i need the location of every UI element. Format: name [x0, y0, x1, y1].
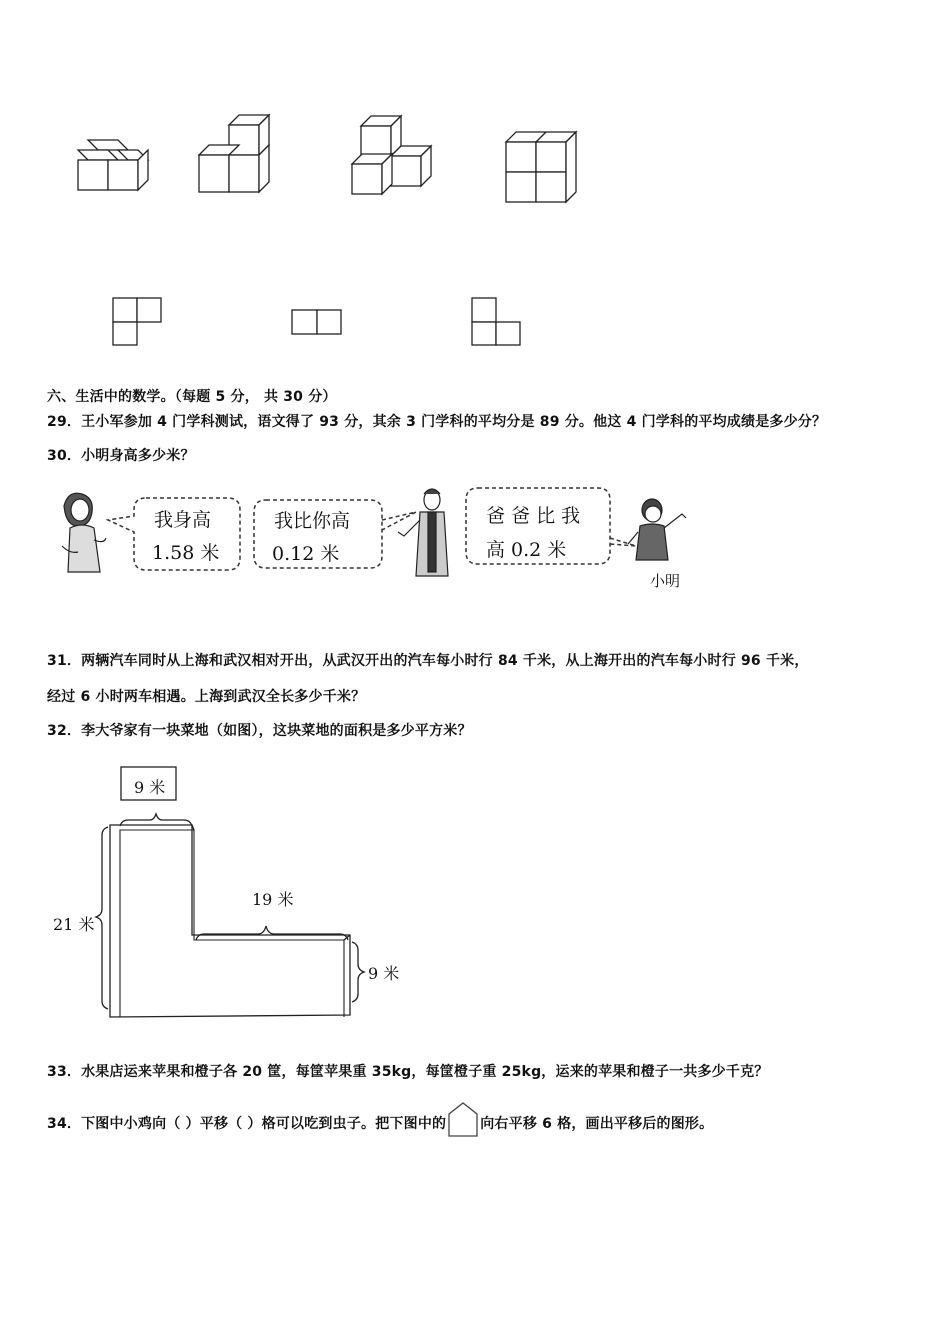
bubble-3-line-1: 爸 爸 比 我: [486, 505, 581, 527]
middle-brace: [196, 926, 348, 940]
label-right-9m: 9 米: [368, 964, 400, 983]
label-left-21m: 21 米: [53, 915, 95, 934]
l-shaped-plot: [110, 825, 350, 1017]
question-34-part-2: 向右平移 6 格，画出平移后的图形。: [480, 1116, 714, 1132]
bubble-1-line-1: 我身高: [154, 509, 212, 531]
section-heading: 六、生活中的数学。（每题 5 分， 共 30 分）: [47, 389, 337, 405]
cube-solid-c: [352, 116, 431, 194]
bubble-2-line-1: 我比你高: [274, 510, 351, 532]
left-brace: [96, 827, 108, 1009]
height-illustration: [0, 480, 950, 600]
house-shape-icon: [446, 1100, 480, 1138]
question-30: 30．小明身高多少米？: [47, 448, 195, 464]
question-34-part-1: 34．下图中小鸡向（ ）平移（ ）格可以吃到虫子。把下图中的: [47, 1116, 447, 1132]
cube-solids-figure: [0, 0, 950, 230]
bubble-2-line-2: 0.12 米: [272, 543, 340, 565]
top-brace: [120, 814, 192, 826]
garden-plot-figure: [0, 760, 950, 1060]
view-shape-3: [472, 298, 520, 345]
view-shapes-figure: [0, 290, 950, 370]
cube-solid-d: [506, 132, 576, 202]
view-shape-2: [292, 310, 341, 334]
question-33: 33．水果店运来苹果和橙子各 20 筐，每筐苹果重 35kg，每筐橙子重 25kg，运来的苹果和橙子一共多少千克？: [47, 1064, 769, 1080]
question-32: 32．李大爷家有一块菜地（如图），这块菜地的面积是多少平方米？: [47, 723, 472, 739]
question-29: 29．王小军参加 4 门学科测试，语文得了 93 分，其余 3 门学科的平均分是 89 分。他这 4 门学科的平均成绩是多少分？: [47, 414, 827, 430]
label-middle-19m: 19 米: [252, 890, 294, 909]
cube-solid-a: [78, 140, 148, 190]
bubble-3-line-2: 高 0.2 米: [486, 539, 567, 561]
question-31-line-1: 31．两辆汽车同时从上海和武汉相对开出，从武汉开出的汽车每小时行 84 千米，从上海开出的汽车每小时行 96 千米，: [47, 653, 809, 669]
cube-solid-b: [199, 115, 269, 192]
bubble-1-line-2: 1.58 米: [152, 542, 220, 564]
mother-figure: [62, 493, 106, 572]
question-31-line-2: 经过 6 小时两车相遇。上海到武汉全长多少千米？: [47, 689, 366, 705]
right-brace: [352, 942, 364, 1002]
label-top-9m: 9 米: [134, 778, 166, 797]
view-shape-1: [113, 298, 161, 345]
question-34: [47, 1108, 713, 1138]
xiaoming-caption: 小明: [650, 572, 681, 590]
father-figure: [398, 489, 448, 576]
xiaoming-figure: [628, 499, 686, 560]
